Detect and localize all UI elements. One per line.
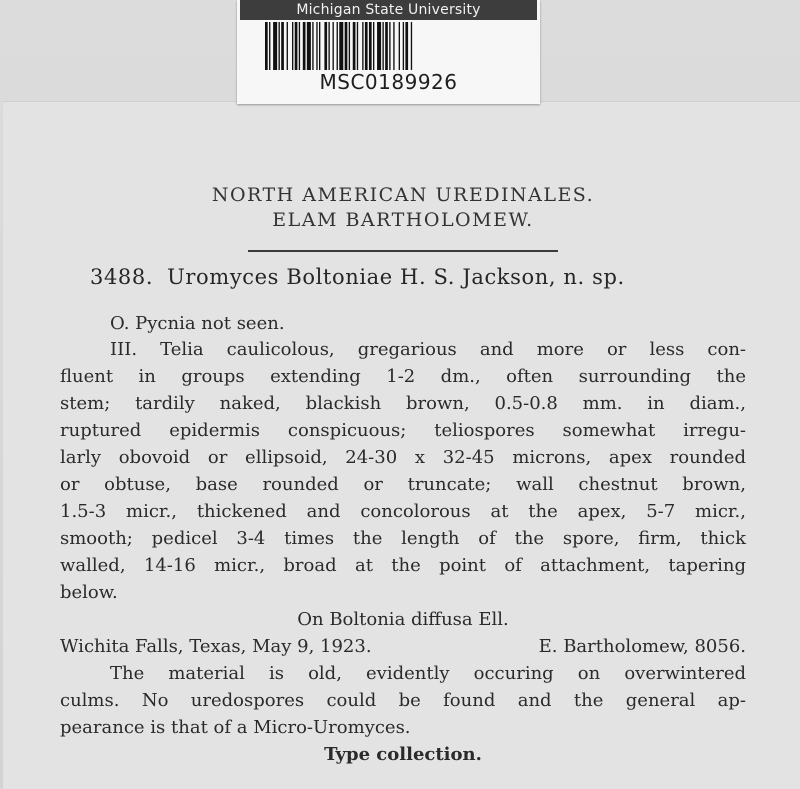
pycnia-line: O. Pycnia not seen.	[110, 313, 285, 334]
institution-name: Michigan State University	[240, 0, 537, 20]
species-heading	[90, 265, 625, 289]
series-title: NORTH AMERICAN UREDINALES.	[211, 184, 595, 206]
title-rule	[248, 250, 558, 252]
collector-number: E. Bartholomew, 8056.	[538, 636, 746, 657]
barcode-icon	[265, 22, 510, 70]
herbarium-sheet	[3, 101, 800, 789]
description-line: stem; tardily naked, blackish brown, 0.5-0.8 mm. in diam.,	[60, 393, 746, 414]
description-line: fluent in groups extending 1-2 dm., often surrounding the	[60, 366, 746, 387]
description-line: 1.5-3 micr., thickened and concolorous at the apex, 5-7 micr.,	[60, 501, 746, 522]
description-line: ruptured epidermis conspicuous; teliospores somewhat irregu-	[60, 420, 746, 441]
host-line: On Boltonia diffusa Ell.	[297, 609, 509, 630]
type-status: Type collection.	[324, 744, 482, 765]
catalog-number: MSC0189926	[319, 70, 458, 94]
description-line: larly obovoid or ellipsoid, 24-30 x 32-45 microns, apex rounded	[60, 447, 746, 468]
description-line: III. Telia caulicolous, gregarious and more or less con-	[110, 339, 746, 360]
collector-title: ELAM BARTHOLOMEW.	[272, 209, 534, 231]
exsiccata-number: 3488.	[90, 265, 154, 289]
description-line: walled, 14-16 micr., broad at the point of attachment, tapering	[60, 555, 746, 576]
note-line: pearance is that of a Micro-Uromyces.	[60, 717, 411, 738]
description-line: or obtuse, base rounded or truncate; wall chestnut brown,	[60, 474, 746, 495]
description-line: smooth; pedicel 3-4 times the length of the spore, firm, thick	[60, 528, 746, 549]
barcode-label	[237, 0, 540, 104]
locality-line	[60, 636, 746, 657]
note-line: culms. No uredospores could be found and the general ap-	[60, 690, 746, 711]
description-line: below.	[60, 582, 118, 603]
place-date: Wichita Falls, Texas, May 9, 1923.	[60, 636, 372, 657]
note-line: The material is old, evidently occuring on overwintered	[110, 663, 746, 684]
species-name: Uromyces Boltoniae H. S. Jackson, n. sp.	[167, 265, 625, 289]
